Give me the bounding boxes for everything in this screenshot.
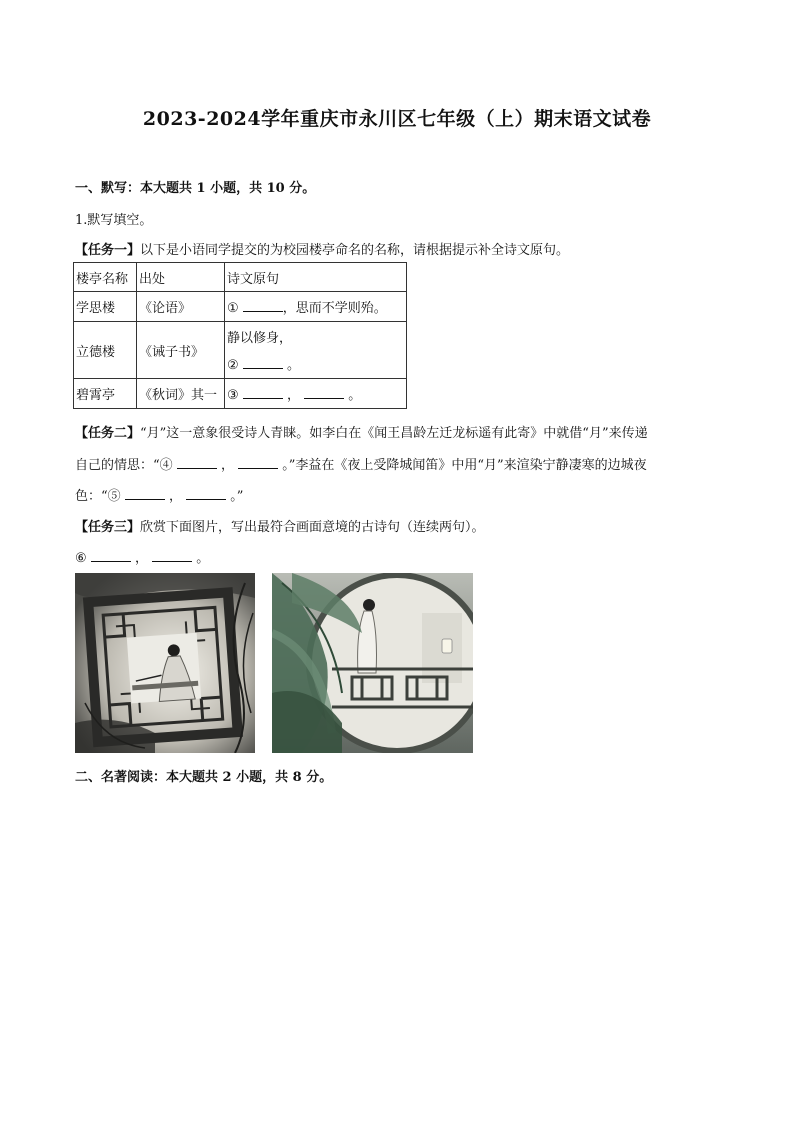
task3-answer-line: ⑥ ， 。 — [75, 551, 210, 566]
page-title: 2023-2024学年重庆市永川区七年级（上）期末语文试卷 — [142, 108, 652, 130]
table-cell: 学思楼 — [74, 292, 137, 322]
task1-text: 以下是小语同学提交的为校园楼亭命名的名称，请根据提示补全诗文原句。 — [140, 243, 570, 258]
table-row — [74, 379, 407, 409]
answer-blank[interactable] — [152, 551, 192, 562]
table-cell: 《诫子书》 — [137, 322, 225, 379]
painting-moon-gate-woman — [272, 573, 473, 753]
table-cell: ① ，思而不学则殆。 — [225, 292, 407, 322]
answer-blank[interactable] — [177, 458, 217, 469]
naming-table — [73, 262, 407, 409]
task1-line — [75, 239, 569, 258]
table-cell: 《秋词》其一 — [137, 379, 225, 409]
task2-line-1: 【任务二】“月”这一意象很受诗人青睐。如李白在《闻王昌龄左迁龙标遥有此寄》中就借“月”来传递 — [75, 426, 648, 441]
table-cell: 碧霄亭 — [74, 379, 137, 409]
table-row — [74, 322, 407, 379]
answer-blank[interactable] — [243, 388, 283, 399]
table-header: 出处 — [137, 263, 225, 292]
answer-blank[interactable] — [243, 358, 283, 369]
section1-header: 一、默写：本大题共 1 小题，共 10 分。 — [75, 181, 316, 196]
task2-line-3: 色：“⑤ ， 。” — [75, 489, 244, 504]
table-row — [74, 292, 407, 322]
painting-window-woman — [75, 573, 255, 753]
table-header-row — [74, 263, 407, 292]
answer-blank[interactable] — [243, 301, 283, 312]
answer-blank[interactable] — [238, 458, 278, 469]
task3-line: 【任务三】欣赏下面图片，写出最符合画面意境的古诗句（连续两句）。 — [75, 520, 485, 535]
table-cell: 静以修身， ② 。 — [225, 322, 407, 379]
section2-header: 二、名著阅读：本大题共 2 小题，共 8 分。 — [75, 770, 333, 785]
table-header: 诗文原句 — [225, 263, 407, 292]
task2-line-2: 自己的情思：“④ ， 。”李益在《夜上受降城闻笛》中用“月”来渲染宁静凄寒的边城夜 — [75, 458, 647, 473]
answer-blank[interactable] — [304, 388, 344, 399]
question-1: 1.默写填空。 — [75, 213, 153, 228]
table-cell: 立德楼 — [74, 322, 137, 379]
table-header: 楼亭名称 — [74, 263, 137, 292]
task1-tag: 【任务一】 — [75, 243, 141, 258]
answer-blank[interactable] — [186, 489, 226, 500]
task2-tag: 【任务二】 — [75, 426, 141, 441]
task3-tag: 【任务三】 — [75, 520, 141, 535]
table-cell: ③ ， 。 — [225, 379, 407, 409]
answer-blank[interactable] — [91, 551, 131, 562]
answer-blank[interactable] — [125, 489, 165, 500]
table-cell: 《论语》 — [137, 292, 225, 322]
